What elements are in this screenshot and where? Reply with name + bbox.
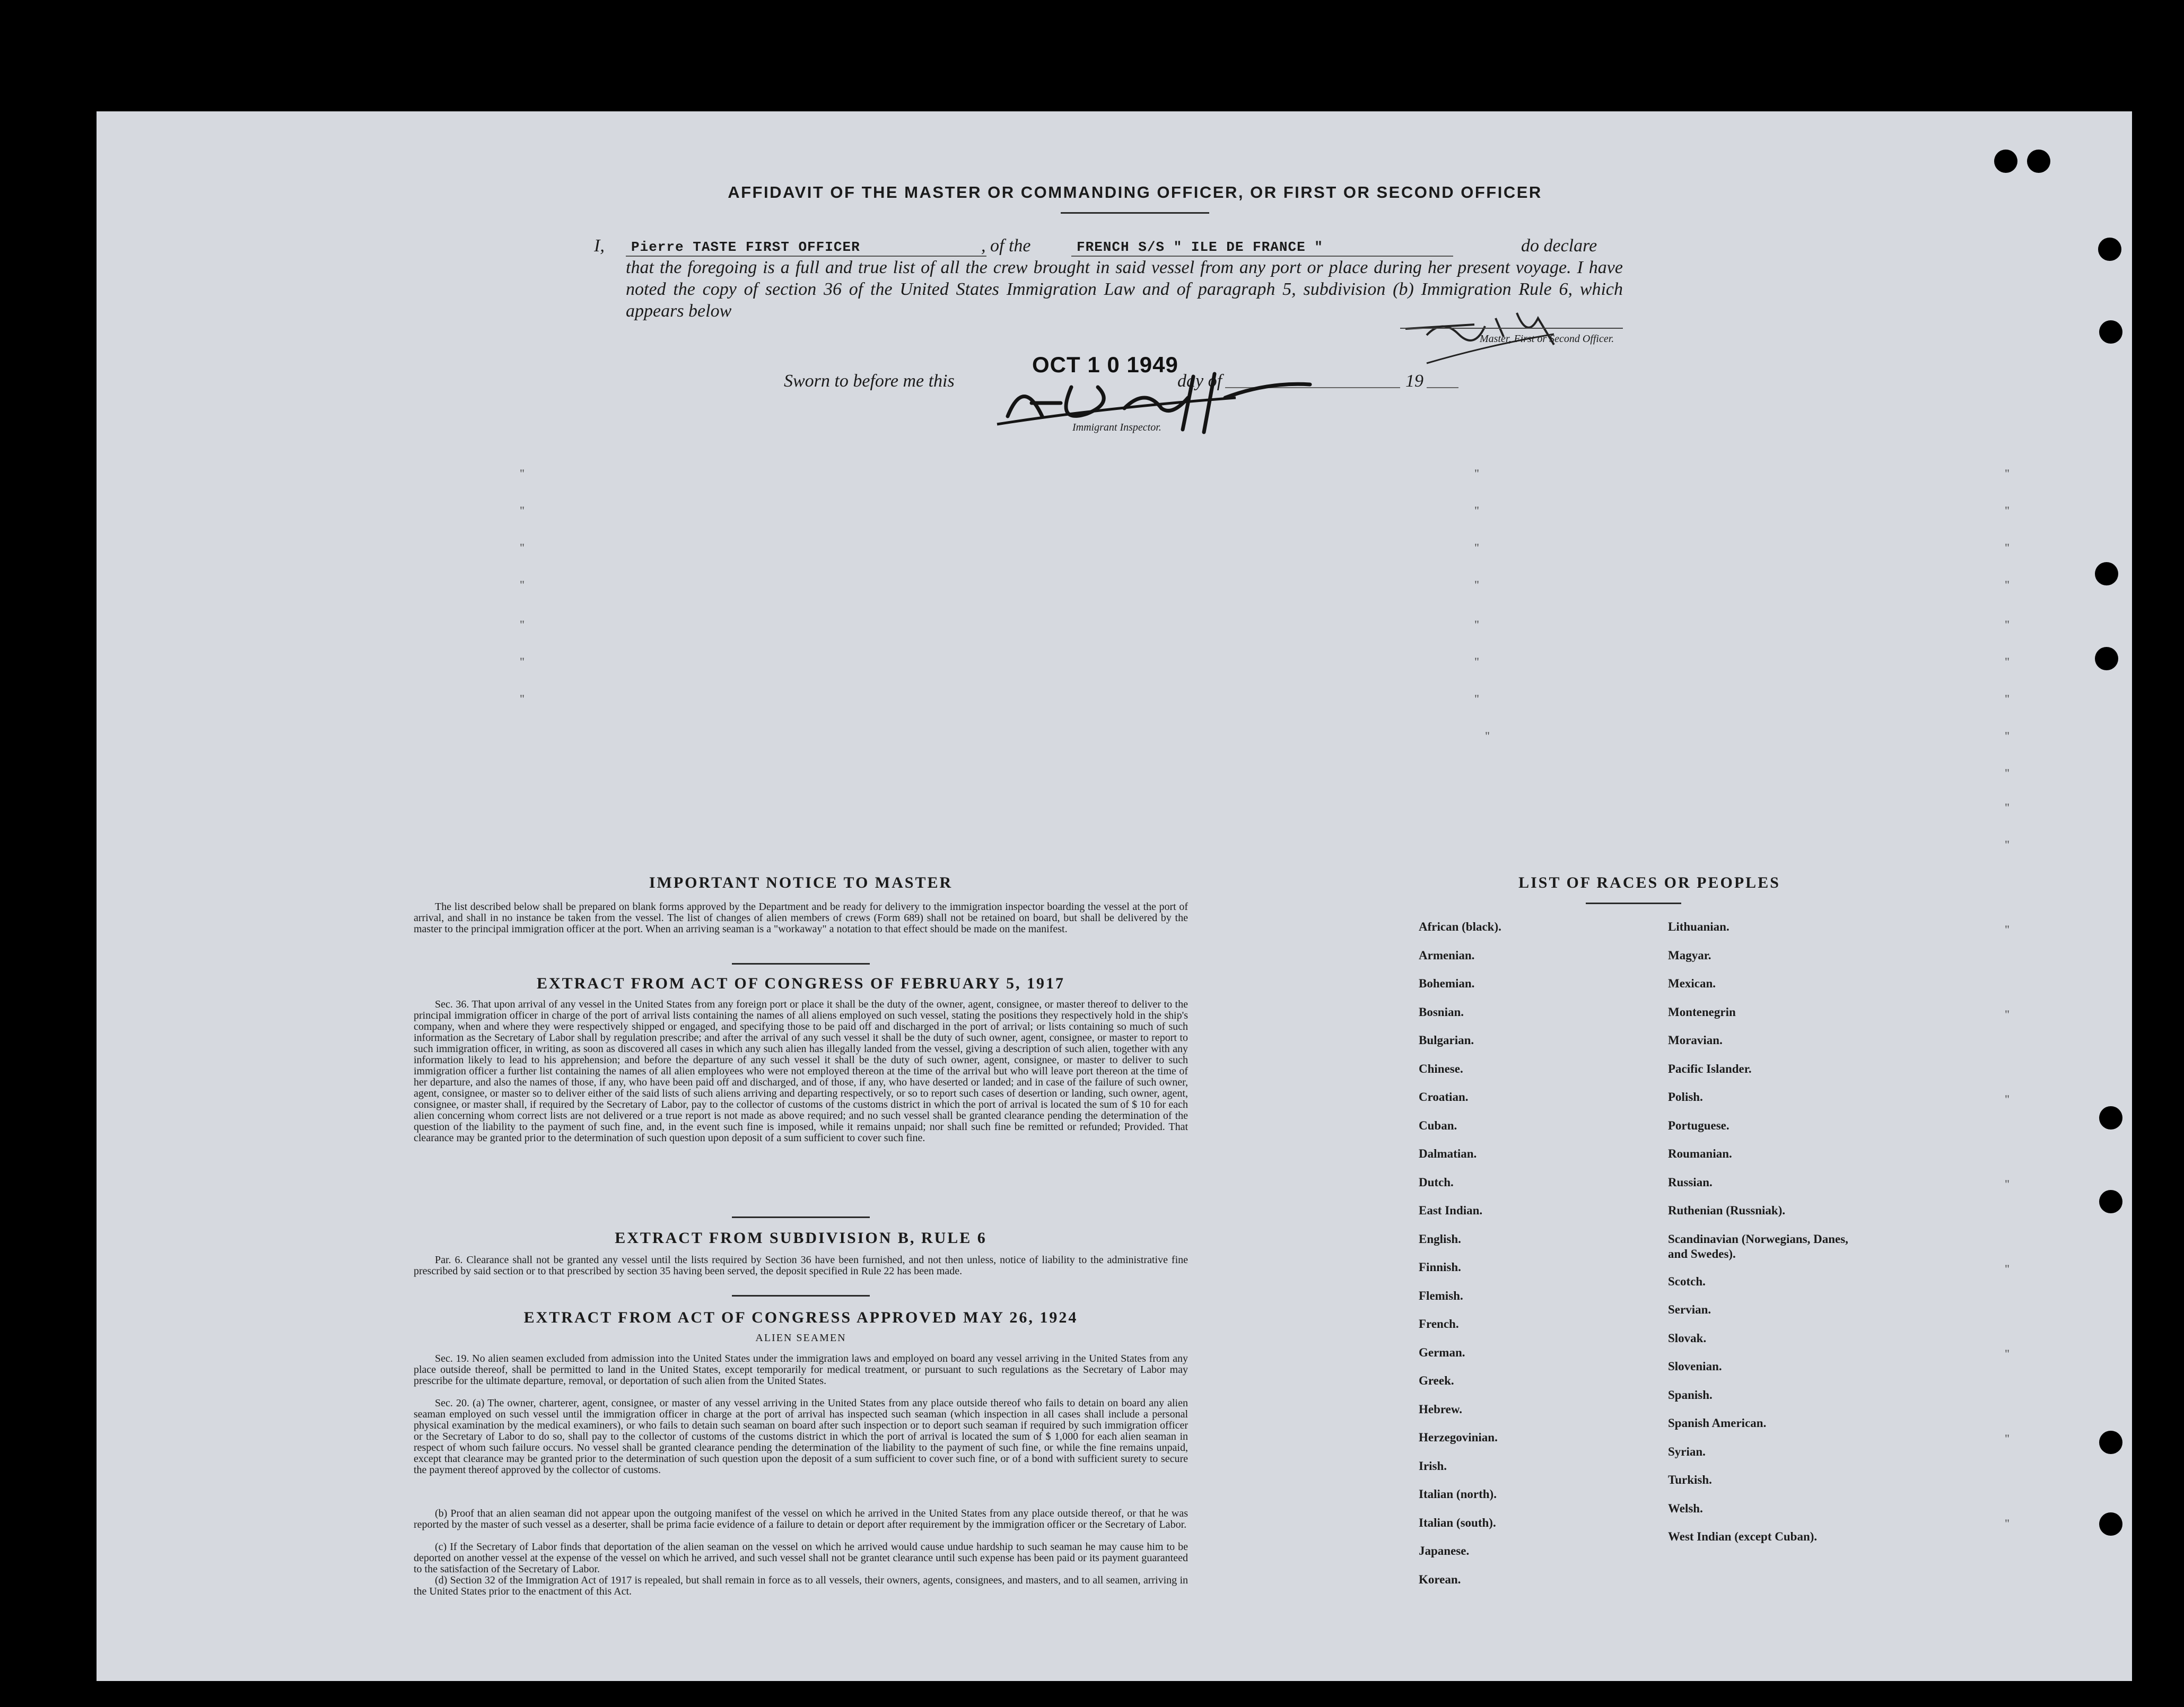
race-item: Chinese. — [1419, 1062, 1463, 1075]
binder-hole — [2099, 1190, 2122, 1213]
races-rule — [1586, 903, 1681, 904]
race-item: Spanish American. — [1668, 1416, 1767, 1430]
race-item: Roumanian. — [1668, 1147, 1732, 1160]
ditto-mark: " — [2005, 1347, 2010, 1360]
race-item: Servian. — [1668, 1303, 1711, 1316]
ditto-mark: " — [520, 541, 525, 554]
binder-hole — [2099, 320, 2122, 344]
notice-title: IMPORTANT NOTICE TO MASTER — [649, 874, 953, 891]
ditto-mark: " — [2005, 838, 2010, 851]
ditto-mark: " — [2005, 1517, 2010, 1530]
ditto-mark: " — [2005, 504, 2010, 517]
race-item: West Indian (except Cuban). — [1668, 1530, 1818, 1543]
declare-text: do declare — [1521, 236, 1597, 256]
ditto-mark: " — [2005, 655, 2010, 668]
extract-1917-text: Sec. 36. That upon arrival of any vessel in the United States from any foreign port or place it shall be the duty of the owner, agent, consignee, or master thereof to deliver to the principal immigration officer in charge of the port of arrival lists containing the names of all aliens employed on such vessel, stating the positions they respectively hold in the ship's company, when and where they were respectively shipped or engaged, and specifying those to be paid off and discharged in the port of arrival; or lists containing so much of such information as the Secretary of Labor shall by regulation prescribe; and after the arrival of any such vessel it shall be the duty of such owner, agent, consignee, or master to report to such immigration officer, in writing, as soon as discovered all cases in which any such alien has illegally landed from the vessel, giving a description of such alien, together with any information likely to lead to his apprehension; and before the departure of any such vessel it shall be the duty of such owner, agent, consignee, or master to deliver to such immigration officer a further list containing the names of all alien employees who were not employed thereon at the time of the arrival but who will leave port thereon at the time of her departure, and also the names of those, if any, who have been paid off and discharged, and of those, if any, who have deserted or landed; and in case of the failure of such owner, agent, consignee, or master so to deliver either of the said lists of such aliens arriving and departing respectively, or so to report such cases of desertion or landing, such owner, agent, consignee, or master shall, if required by the Secretary of Labor, pay to the collector of customs of the customs district in which the port of arrival is located the sum of $ 10 for each alien concerning whom correct lists are not delivered or a true report is not made as above required; and no such vessel shall be granted clearance pending the determination of the question of the liability to the payment of such fine, and, in the event such fine is imposed, while it remains unpaid; nor shall such fine be remitted or refunded; Provided. That clearance may be granted prior to the determination of such question upon deposit of a sum sufficient to cover such fine. — [414, 999, 1188, 1144]
race-item: Moravian. — [1668, 1034, 1723, 1047]
race-item: Bohemian. — [1419, 977, 1475, 990]
vessel-name-typed: FRENCH S/S " ILE DE FRANCE " — [1077, 239, 1323, 255]
ditto-mark: " — [1474, 618, 1479, 631]
ditto-mark: " — [520, 578, 525, 591]
ditto-mark: " — [1474, 467, 1479, 480]
race-item: Scotch. — [1668, 1274, 1706, 1288]
ditto-mark: " — [520, 467, 525, 480]
race-item: Spanish. — [1668, 1388, 1713, 1402]
extract-rule6-rule — [732, 1295, 870, 1297]
races-left-column — [1419, 920, 1652, 1600]
extract-1917-rule — [732, 1216, 870, 1218]
ditto-mark: " — [1474, 578, 1479, 591]
race-item: English. — [1419, 1232, 1461, 1246]
extract-1924-para-1: Sec. 19. No alien seamen excluded from admission into the United States under the immigration laws and employed on board any vessel arriving in the United States from any place outside thereof, shall be permitted to land in the United States, except temporarily for medical treatment, or pursuant to such regulations as the Secretary of Labor may prescribe for the ultimate departure, removal, or deportation of such alien from the United States. — [414, 1353, 1188, 1387]
ditto-mark: " — [2005, 1092, 2010, 1106]
extract-1924-title: EXTRACT FROM ACT OF CONGRESS APPROVED MAY 26, 1924 — [523, 1309, 1078, 1326]
extract-1924-para-2: Sec. 20. (a) The owner, charterer, agent, consignee, or master of any vessel arriving in the United States from any place outside thereof who fails to detain on board any alien seaman employed on such vessel until the immigration officer in charge at the port of arrival has inspected such seaman (which inspection in all cases shall include a personal physical examination by the medical examiners), or who fails to detain such seaman on board after such inspection or to deport such seaman if required by such immigration officer or the Secretary of Labor to do so, shall pay to the collector of customs of the customs district in which the port of arrival is located the sum of $ 1,000 for each alien seaman in respect of whom such failure occurs. No vessel shall be granted clearance pending the determination of the liability to the payment of such fine, or while the fine remains unpaid, except that clearance may be granted prior to the determination of such question upon the deposit of a sum sufficient to cover such fine, or of a bond with sufficient surety to secure the payment thereof approved by the collector of customs. — [414, 1397, 1188, 1476]
race-item: Bulgarian. — [1419, 1034, 1474, 1047]
race-item: Portuguese. — [1668, 1118, 1729, 1132]
binder-hole — [2027, 150, 2050, 173]
ditto-mark: " — [2005, 729, 2010, 742]
sworn-text: Sworn to before me this — [784, 371, 955, 391]
affidavit-pronoun: I, — [594, 236, 605, 256]
binder-hole — [2099, 1106, 2122, 1130]
notice-text: The list described below shall be prepared on blank forms approved by the Department and be ready for delivery to the immigration inspector boarding the vessel at the port of arrival, and shall in no instance be taken from the vessel. The list of changes of alien members of crews (Form 689) shall not be retained on board, but shall be delivered by the master to the principal immigration officer at the port. When an arriving seaman is a "workaway" a notation to that effect should be made on the manifest. — [414, 901, 1188, 935]
race-item: Dalmatian. — [1419, 1147, 1477, 1160]
extract-1924-para-5: (d) Section 32 of the Immigration Act of 1917 is repealed, but shall remain in force as to all vessels, their owners, agents, consignees, and masters, and to all seamen, arriving in the United States prior to the enactment of this Act. — [414, 1574, 1188, 1597]
extract-1924-subtitle: ALIEN SEAMEN — [755, 1332, 846, 1344]
race-item: Mexican. — [1668, 977, 1716, 990]
ditto-mark: " — [2005, 766, 2010, 780]
ditto-mark: " — [2005, 618, 2010, 631]
binder-hole — [2099, 1512, 2122, 1536]
affidavit-title: AFFIDAVIT OF THE MASTER OR COMMANDING OFFICER, OR FIRST OR SECOND OFFICER — [728, 183, 1542, 202]
ditto-mark: " — [2005, 692, 2010, 705]
race-item: Irish. — [1419, 1459, 1447, 1473]
year-line — [1427, 387, 1458, 388]
race-item: Syrian. — [1668, 1445, 1706, 1458]
races-title: LIST OF RACES OR PEOPLES — [1518, 874, 1780, 891]
extract-rule6-text: Par. 6. Clearance shall not be granted any vessel until the lists required by Section 36 have been furnished, and not then unless, notice of liability to the administrative fine prescribed by said section or to that prescribed by section 35 having been served, the deposit specified in Rule 22 has been made. — [414, 1254, 1188, 1277]
ditto-mark: " — [2005, 467, 2010, 480]
ditto-mark: " — [1474, 655, 1479, 668]
of-the-text: , of the — [981, 236, 1031, 256]
signature-line — [1400, 328, 1623, 329]
race-item: African (black). — [1419, 920, 1501, 933]
races-right-column — [1668, 920, 1869, 1558]
race-item: French. — [1419, 1317, 1459, 1330]
notice-rule — [732, 963, 870, 965]
race-item: Finnish. — [1419, 1260, 1461, 1274]
race-item: Polish. — [1668, 1090, 1703, 1104]
ditto-mark: " — [2005, 1177, 2010, 1190]
day-of-text: day of — [1177, 371, 1222, 391]
race-item: Italian (north). — [1419, 1487, 1497, 1501]
date-stamp: OCT 1 0 1949 — [1032, 352, 1178, 377]
ditto-mark: " — [2005, 801, 2010, 814]
race-item: Magyar. — [1668, 948, 1711, 962]
race-item: Herzegovinian. — [1419, 1431, 1498, 1444]
ditto-mark: " — [520, 504, 525, 517]
race-item: East Indian. — [1419, 1204, 1483, 1217]
race-item: Bosnian. — [1419, 1005, 1464, 1019]
ditto-mark: " — [1474, 504, 1479, 517]
race-item: Flemish. — [1419, 1289, 1463, 1302]
title-rule — [1061, 212, 1209, 214]
ditto-mark: " — [2005, 923, 2010, 936]
year-prefix: 19 — [1405, 371, 1423, 391]
extract-1917-title: EXTRACT FROM ACT OF CONGRESS OF FEBRUARY 5, 1917 — [536, 975, 1065, 992]
binder-hole — [1994, 150, 2017, 173]
race-item: Croatian. — [1419, 1090, 1469, 1104]
ditto-mark: " — [520, 618, 525, 631]
binder-hole — [2099, 1431, 2122, 1454]
race-item: Turkish. — [1668, 1473, 1712, 1486]
ditto-mark: " — [2005, 1432, 2010, 1445]
race-item: Slovak. — [1668, 1331, 1707, 1345]
officer-name-typed: Pierre TASTE FIRST OFFICER — [631, 239, 860, 255]
race-item: Hebrew. — [1419, 1402, 1462, 1416]
ditto-mark: " — [2005, 1008, 2010, 1021]
race-item: Armenian. — [1419, 948, 1475, 962]
inspector-caption: Immigrant Inspector. — [1072, 422, 1161, 433]
race-item: Ruthenian (Russniak). — [1668, 1204, 1786, 1217]
binder-hole — [2098, 238, 2121, 261]
race-item: Russian. — [1668, 1175, 1713, 1189]
binder-hole — [2095, 562, 2118, 585]
race-item: Japanese. — [1419, 1544, 1470, 1557]
ditto-mark: " — [1485, 729, 1490, 742]
race-item: Italian (south). — [1419, 1516, 1496, 1529]
ditto-mark: " — [2005, 578, 2010, 591]
extract-1924-para-3: (b) Proof that an alien seaman did not appear upon the outgoing manifest of the vessel on which he arrived in the United States from any place outside thereof, or that he was reported by the master of such vessel as a deserter, shall be prima facie evidence of a failure to detain or deport after requirement by the immigration officer or the Secretary of Labor. — [414, 1508, 1188, 1530]
ditto-mark: " — [520, 692, 525, 705]
race-item: Pacific Islander. — [1668, 1062, 1752, 1075]
race-item: Slovenian. — [1668, 1360, 1722, 1373]
ditto-mark: " — [520, 655, 525, 668]
race-item: German. — [1419, 1345, 1465, 1359]
binder-hole — [2095, 647, 2118, 670]
affidavit-body: that the foregoing is a full and true list of all the crew brought in said vessel from any port or place during her present voyage. I have noted the copy of section 36 of the United States Immigration Law and of paragraph 5, subdivision (b) Immigration Rule 6, which appears below — [626, 258, 1623, 321]
race-item: Scandinavian (Norwegians, Danes, and Swedes). — [1668, 1232, 1848, 1260]
race-item: Dutch. — [1419, 1175, 1454, 1189]
race-item: Montenegrin — [1668, 1005, 1736, 1019]
extract-1924-para-4: (c) If the Secretary of Labor finds that deportation of the alien seaman on the vessel on which he arrived would cause undue hardship to such seaman he may cause him to be deported on another vessel at the expense of the vessel on which he arrived, and such vessel shall not be grantet clearance until such expense has been paid or its payment guaranteed to the satisfaction of the Secretary of Labor. — [414, 1541, 1188, 1575]
extract-rule6-title: EXTRACT FROM SUBDIVISION B, RULE 6 — [615, 1229, 987, 1247]
race-item: Greek. — [1419, 1374, 1454, 1387]
race-item: Lithuanian. — [1668, 920, 1729, 933]
ditto-mark: " — [1474, 541, 1479, 554]
ditto-mark: " — [2005, 541, 2010, 554]
signature-caption: Master, First or Second Officer. — [1480, 333, 1614, 345]
race-item: Cuban. — [1419, 1118, 1457, 1132]
ditto-mark: " — [1474, 692, 1479, 705]
race-item: Korean. — [1419, 1572, 1461, 1586]
ditto-mark: " — [2005, 1262, 2010, 1275]
race-item: Welsh. — [1668, 1501, 1703, 1515]
